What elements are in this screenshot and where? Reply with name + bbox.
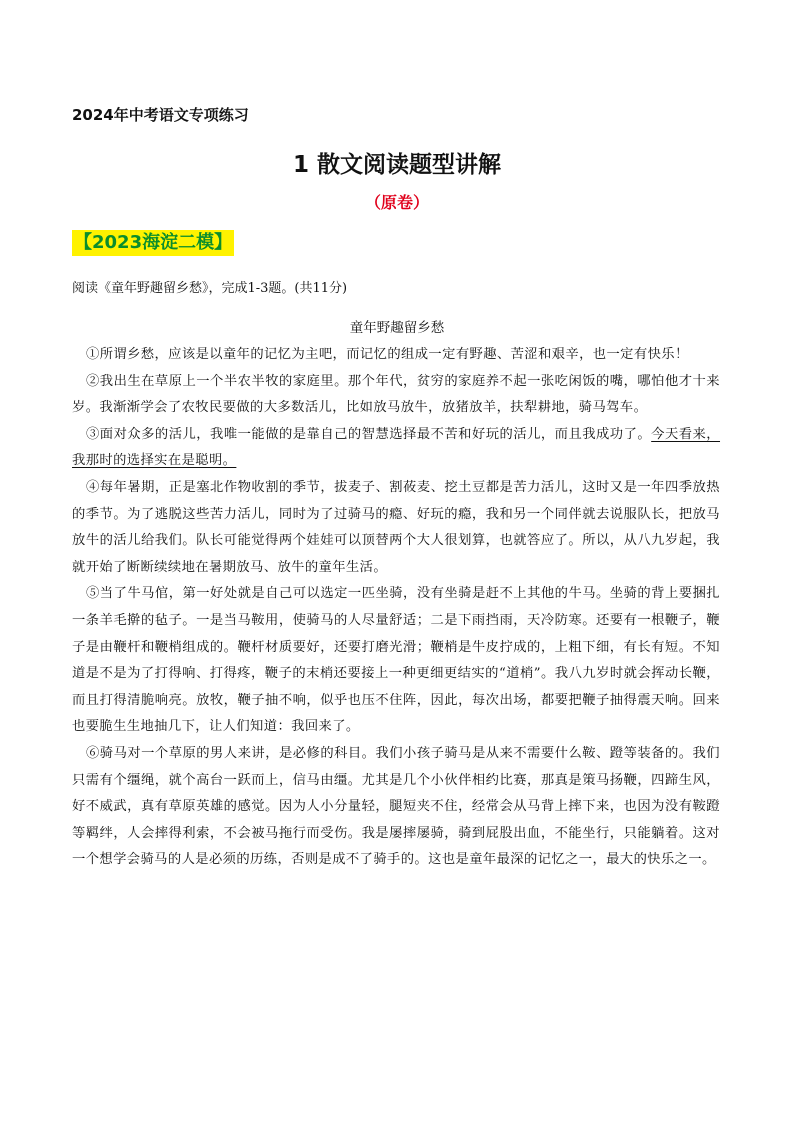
paragraph — [72, 369, 720, 422]
passage-title: 童年野趣留乡愁 — [349, 320, 445, 336]
page-title: 1 散文阅读题型讲解 — [292, 152, 501, 178]
paragraph-text: ①所谓乡愁，应该是以童年的记忆为主吧，而记忆的组成一定有野趣、苦涩和艰辛，也一定有快乐！ — [86, 347, 689, 362]
paragraph-text: ②我出生在草原上一个半农半牧的家庭里。那个年代，贫穷的家庭养不起一张吃闲饭的嘴，哪怕他才十来岁。我渐渐学会了农牧民要做的大多数活儿，比如放马放牛，放猪放羊，扶犁耕地，骑马驾车。 — [72, 373, 720, 416]
passage-body — [72, 342, 720, 874]
paragraph — [72, 342, 720, 369]
reading-instruction: 阅读《童年野趣留乡愁》，完成1-3题。(共11分) — [72, 281, 348, 296]
paragraph-text: ③面对众多的活儿，我唯一能做的是靠自己的智慧选择最不苦和好玩的活儿，而且我成功了。 — [86, 426, 652, 442]
paragraph-text: ⑥骑马对一个草原的男人来讲，是必修的科目。我们小孩子骑马是从来不需要什么鞍、蹬等装备的。我们只需有个缰绳，就个高台一跃而上，信马由缰。尤其是几个小伙伴相约比赛，那真是策马扬鞭，四蹄生风，好不威武，真有草原英雄的感觉。因为人小分量轻，腿短夹不住，经常会从马背上摔下来，也因为没有鞍蹬等羁绊，人会摔得利索，不会被马拖行而受伤。我是屡摔屡骑，骑到屁股出血，不能坐行，只能躺着。这对一个想学会骑马的人是必须的历练，否则是成不了骑手的。这也是童年最深的记忆之一，最大的快乐之一。 — [72, 745, 720, 868]
paragraph — [72, 475, 720, 581]
paragraph — [72, 741, 720, 874]
page-subtitle: （原卷） — [364, 193, 429, 212]
exam-source-tag: 【2023海淀二模】 — [72, 230, 234, 256]
paragraph-text: ④每年暑期，正是塞北作物收割的季节，拔麦子、割莜麦、挖土豆都是苦力活儿，这时又是一年四季放热的季节。为了逃脱这些苦力活儿，同时为了过骑马的瘾、好玩的瘾，我和另一个同伴就去说服队长，把放马放牛的活儿给我们。队长可能觉得两个娃娃可以顶替两个大人很划算，也就答应了。所以，从八九岁起，我就开始了断断续续地在暑期放马、放牛的童年生活。 — [72, 479, 720, 575]
paragraph-text: ⑤当了牛马倌，第一好处就是自己可以选定一匹坐骑，没有坐骑是赶不上其他的牛马。坐骑的背上要捆扎一条羊毛擀的毡子。一是当马鞍用，使骑马的人尽量舒适；二是下雨挡雨，天冷防寒。还要有一根鞭子，鞭子是由鞭杆和鞭梢组成的。鞭杆材质要好，还要打磨光滑；鞭梢是牛皮拧成的，上粗下细，有长有短。不知道是不是为了打得响、打得疼，鞭子的末梢还要接上一种更细更结实的“道梢”。我八九岁时就会挥动长鞭，而且打得清脆响亮。放牧，鞭子抽不响，似乎也压不住阵，因此，每次出场，都要把鞭子抽得震天响。回来也要脆生生地抽几下，让人们知道：我回来了。 — [72, 586, 720, 735]
series-heading: 2024年中考语文专项练习 — [72, 106, 249, 124]
underlined-sentence: 今天看来，我那时的选择实在是聪明。 — [72, 426, 721, 469]
paragraph — [72, 581, 720, 741]
paragraph — [72, 422, 720, 475]
